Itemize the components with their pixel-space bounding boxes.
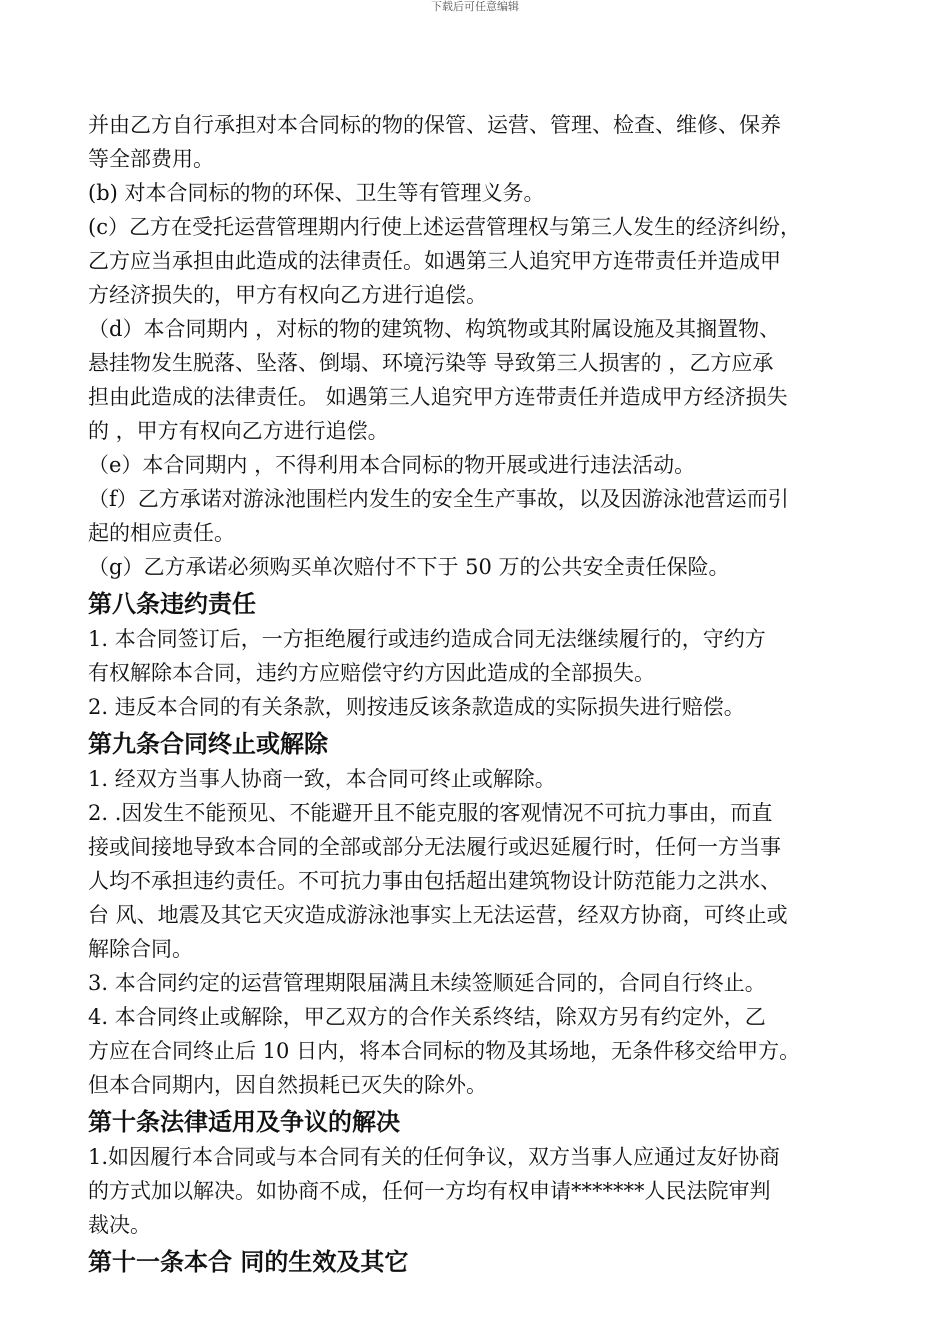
section-8 bbox=[88, 586, 848, 724]
section-9 bbox=[88, 726, 848, 1102]
text-line: (b) 对本合同标的物的环保、卫生等有管理义务。 bbox=[88, 181, 545, 205]
text-line: 裁决。 bbox=[88, 1213, 151, 1237]
text-line: 1. 经双方当事人协商一致，本合同可终止或解除。 bbox=[88, 767, 556, 791]
section-11 bbox=[88, 1244, 848, 1280]
section-heading: 第十一条本合 同的生效及其它 bbox=[88, 1248, 409, 1276]
section-heading: 第十条法律适用及争议的解决 bbox=[88, 1108, 400, 1136]
text-line: 台 风、地震及其它天灾造成游泳池事实上无法运营，经双方协商，可终止或 bbox=[88, 903, 788, 927]
text-line: 担由此造成的法律责任。 如遇第三人追究甲方连带责任并造成甲方经济损失 bbox=[88, 385, 788, 409]
text-line: 1. 本合同签订后，一方拒绝履行或违约造成合同无法继续履行的，守约方 bbox=[88, 627, 766, 651]
document-body bbox=[88, 108, 848, 1280]
text-line: 乙方应当承担由此造成的法律责任。如遇第三人追究甲方连带责任并造成甲 bbox=[88, 249, 781, 273]
text-line: 解除合同。 bbox=[88, 937, 193, 961]
text-line: （d）本合同期内 ，对标的物的建筑物、构筑物或其附属设施及其搁置物、 bbox=[88, 317, 781, 341]
text-line: 方经济损失的，甲方有权向乙方进行追偿。 bbox=[88, 283, 487, 307]
text-line: 的方式加以解决。如协商不成，任何一方均有权申请*******人民法院审判 bbox=[88, 1179, 771, 1203]
text-line: 4. 本合同终止或解除，甲乙双方的合作关系终结，除双方另有约定外，乙 bbox=[88, 1005, 766, 1029]
text-line: 有权解除本合同，违约方应赔偿守约方因此造成的全部损失。 bbox=[88, 661, 655, 685]
text-line: 方应在合同终止后 10 日内，将本合同标的物及其场地，无条件移交给甲方。 bbox=[88, 1039, 801, 1063]
text-line: 起的相应责任。 bbox=[88, 521, 235, 545]
text-line: 人均不承担违约责任。不可抗力事由包括超出建筑物设计防范能力之洪水、 bbox=[88, 869, 781, 893]
section-heading: 第八条违约责任 bbox=[88, 590, 256, 618]
text-line: （e）本合同期内 ，不得利用本合同标的物开展或进行违法活动。 bbox=[88, 453, 696, 477]
text-line: 2. 违反本合同的有关条款，则按违反该条款造成的实际损失进行赔偿。 bbox=[88, 695, 745, 719]
text-line: 并由乙方自行承担对本合同标的物的保管、运营、管理、检查、维修、保养 bbox=[88, 113, 781, 137]
text-line: 1.如因履行本合同或与本合同有关的任何争议，双方当事人应通过友好协商 bbox=[88, 1145, 781, 1169]
text-line: 的 ，甲方有权向乙方进行追偿。 bbox=[88, 419, 389, 443]
page-header: 下载后可任意编辑 bbox=[431, 0, 519, 13]
section-heading: 第九条合同终止或解除 bbox=[88, 730, 328, 758]
text-line: (c）乙方在受托运营管理期内行使上述运营管理权与第三人发生的经济纠纷， bbox=[88, 215, 801, 239]
text-line: 等全部费用。 bbox=[88, 147, 214, 171]
text-line: （g）乙方承诺必须购买单次赔付不下于 50 万的公共安全责任保险。 bbox=[88, 555, 730, 579]
clause-7-continued bbox=[88, 108, 848, 584]
text-line: 但本合同期内，因自然损耗已灭失的除外。 bbox=[88, 1073, 487, 1097]
text-line: 3. 本合同约定的运营管理期限届满且未续签顺延合同的，合同自行终止。 bbox=[88, 971, 766, 995]
text-line: 2. .因发生不能预见、不能避开且不能克服的客观情况不可抗力事由，而直 bbox=[88, 801, 773, 825]
text-line: 悬挂物发生脱落、坠落、倒塌、环境污染等 导致第三人损害的 ，乙方应承 bbox=[88, 351, 774, 375]
text-line: 接或间接地导致本合同的全部或部分无法履行或迟延履行时，任何一方当事 bbox=[88, 835, 781, 859]
section-10 bbox=[88, 1104, 848, 1242]
text-line: （f）乙方承诺对游泳池围栏内发生的安全生产事故，以及因游泳池营运而引 bbox=[88, 487, 789, 511]
